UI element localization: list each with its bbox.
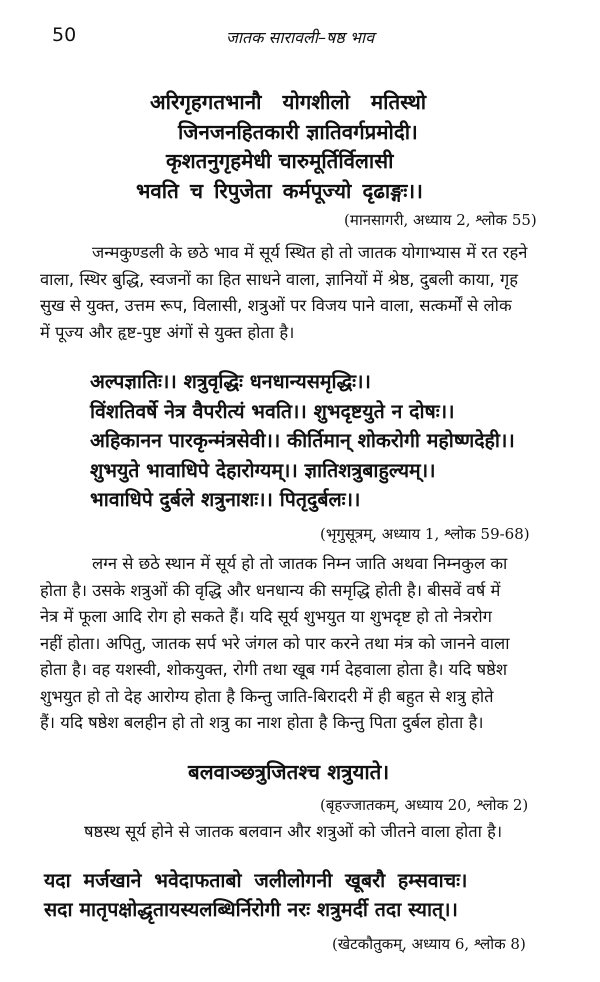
citation-bhrigusutram: (भृगुसूत्रम्, अध्याय 1, श्लोक 59-68) [320,525,530,543]
citation-brihajjatakam: (बृहज्जातकम्, अध्याय 20, श्लोक 2) [320,796,529,814]
commentary-paragraph-3 [40,819,580,846]
page-number: 50 [52,24,77,46]
verse-line: अल्पज्ञातिः।। शत्रुवृद्धिः धनधान्यसमृद्धिः।। [90,370,371,393]
paragraph-line: वाला, स्थिर बुद्धि, स्वजनों का हित साधने वाला, ज्ञानियों में श्रेष्ठ, दुबली काया, गृह [40,269,519,289]
verse-brihajjatakam [188,758,389,788]
verse-line: अरिगृहगतभानौ योगशीलो मतिस्थो [150,90,427,114]
verse-line: जिनजनहितकारी ज्ञातिवर्गप्रमोदी। [178,119,418,144]
verse-manasagari [136,88,480,206]
paragraph-line: नेत्र में फूला आदि रोग हो सकते हैं। यदि सूर्य शुभयुत या शुभदृष्ट हो तो नेत्ररोग [40,607,492,626]
verse-line: भवति च रिपुजेता कर्मपूज्यो दृढाङ्गः।। [136,178,423,203]
verse-line: अहिकानन पारकृन्मंत्रसेवी।। कीर्तिमान् शोकरोगी महोष्णदेही।। [90,429,515,452]
verse-line: सदा मातृपक्षोद्धृतायस्यलब्धिर्निरोगी नरः शत्रुमर्दी तदा स्यात्।। [44,898,458,921]
citation-manasagari: (मानसागरी, अध्याय 2, श्लोक 55) [344,211,537,229]
running-title: जातक सारावली–षष्ठ भाव [226,28,375,47]
commentary-paragraph-1 [40,240,580,346]
paragraph-line: होता है। उसके शत्रुओं की वृद्धि और धनधान्य की समृद्धि होती है। बीसवें वर्ष में [40,580,501,600]
paragraph-line: जन्मकुण्डली के छठे भाव में सूर्य स्थित हो तो जातक योगाभ्यास में रत रहने [92,243,528,262]
verse-line: यदा मर्जखाने भवेदाफताबो जलीलोगनी खूबरौ हम्सवाचः। [44,869,468,892]
commentary-paragraph-2 [40,551,580,737]
paragraph-line: होता है। वह यशस्वी, शोकयुक्त, रोगी तथा खूब गर्म देहवाला होता है। यदि षष्ठेश [40,660,508,679]
paragraph-line: में पूज्य और हृष्ट-पुष्ट अंगों से युक्त होता है। [40,322,295,342]
paragraph-line: नहीं होता। अपितु, जातक सर्प भरे जंगल को पार करने तथा मंत्र को जानने वाला [40,633,510,653]
verse-line: कृशतनुगृहमेधी चारुमूर्तिर्विलासी [166,149,394,173]
paragraph-line: सुख से युक्त, उत्तम रूप, विलासी, शत्रुओं पर विजय पाने वाला, सत्कर्मों से लोक [40,296,512,315]
paragraph-line: लग्न से छठे स्थान में सूर्य हो तो जातक निम्न जाति अथवा निम्नकुल का [92,554,508,573]
verse-khetakautukam [44,866,467,924]
verse-line: भावाधिपे दुर्बले शत्रुनाशः।। पितृदुर्बलः।। [90,488,361,511]
paragraph-line: षष्ठस्थ सूर्य होने से जातक बलवान और शत्रुओं को जीतने वाला होता है। [84,822,503,841]
verse-line: विंशतिवर्षे नेत्र वैपरीत्यं भवति।। शुभदृष्टयुते न दोषः।। [90,399,455,423]
page-header [0,22,600,52]
verse-bhrigusutram [90,367,515,515]
verse-line: बलवाञ्छत्रुजितश्च शत्रुयाते। [188,760,390,784]
citation-khetakautukam: (खेटकौतुकम्, अध्याय 6, श्लोक 8) [332,935,526,953]
paragraph-line: शुभयुत हो तो देह आरोग्य होता है किन्तु जाति-बिरादरी में ही बहुत से शत्रु होते [40,686,494,706]
verse-line: शुभयुते भावाधिपे देहारोग्यम्।। ज्ञातिशत्रुबाहुल्यम्।। [90,458,436,482]
paragraph-line: हैं। यदि षष्ठेश बलहीन हो तो शत्रु का नाश होता है किन्तु पिता दुर्बल होता है। [40,713,484,732]
